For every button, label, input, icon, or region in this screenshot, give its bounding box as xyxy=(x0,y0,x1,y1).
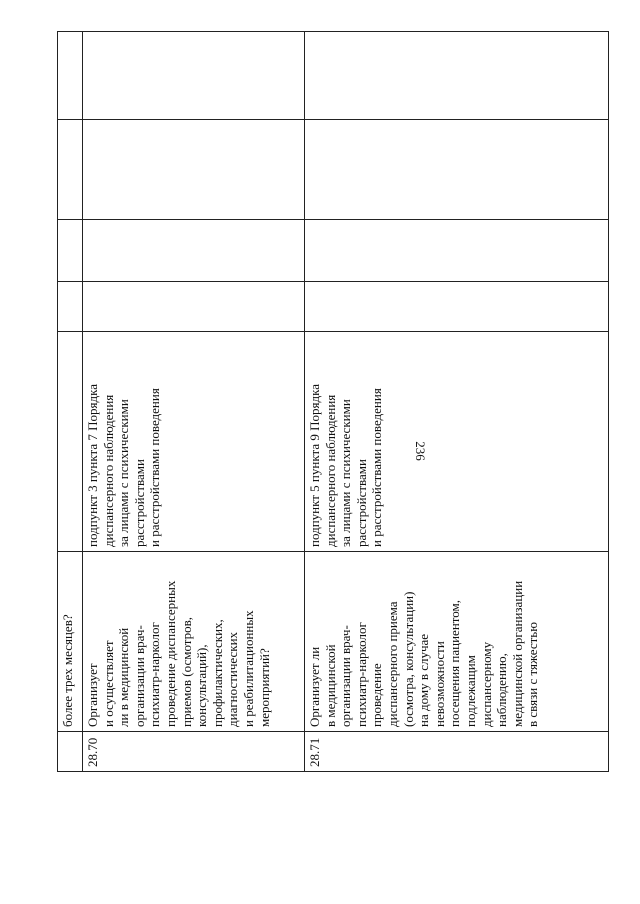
row-number: 28.70 xyxy=(83,732,305,772)
yes-cell xyxy=(58,282,83,332)
rotated-page xyxy=(57,32,609,772)
rotated-content xyxy=(57,32,609,772)
note-cell xyxy=(305,32,609,120)
question-cell: Организует и осуществляет ли в медицинской организации врач- психиатр-нарколог проведение диспансерных приемов (осмотров, консультаций), профилактических, диагностических и реабилитационных мероприятий? xyxy=(83,552,305,732)
yes-cell xyxy=(305,282,609,332)
num-cell xyxy=(58,732,83,772)
note-cell xyxy=(83,32,305,120)
yes-cell xyxy=(83,282,305,332)
na-cell xyxy=(58,120,83,220)
question-cell: более трех месяцев? xyxy=(58,552,83,732)
reference-cell: подпункт 3 пункта 7 Порядка диспансерного наблюдения за лицами с психическими расстройствами и расстройствами поведения xyxy=(83,332,305,552)
table-row xyxy=(305,32,609,772)
note-cell xyxy=(58,32,83,120)
row-number: 28.71 xyxy=(305,732,609,772)
page-number: 236 xyxy=(413,441,428,461)
table-row xyxy=(83,32,305,772)
question-cell: Организует ли в медицинской организации врач- психиатр-нарколог проведение диспансерного приема (осмотра, консультации) на дому в случае невозможности посещения пациентом, подлежащим диспансерному наблюдению, медицинской организации в связи с тяжестью xyxy=(305,552,609,732)
continuation-row xyxy=(58,32,83,772)
no-cell xyxy=(83,220,305,282)
no-cell xyxy=(305,220,609,282)
na-cell xyxy=(305,120,609,220)
reference-cell: подпункт 5 пункта 9 Порядка диспансерного наблюдения за лицами с психическими расстройствами и расстройствами поведения xyxy=(305,332,609,552)
reference-cell xyxy=(58,332,83,552)
checklist-table xyxy=(57,31,609,772)
na-cell xyxy=(83,120,305,220)
no-cell xyxy=(58,220,83,282)
